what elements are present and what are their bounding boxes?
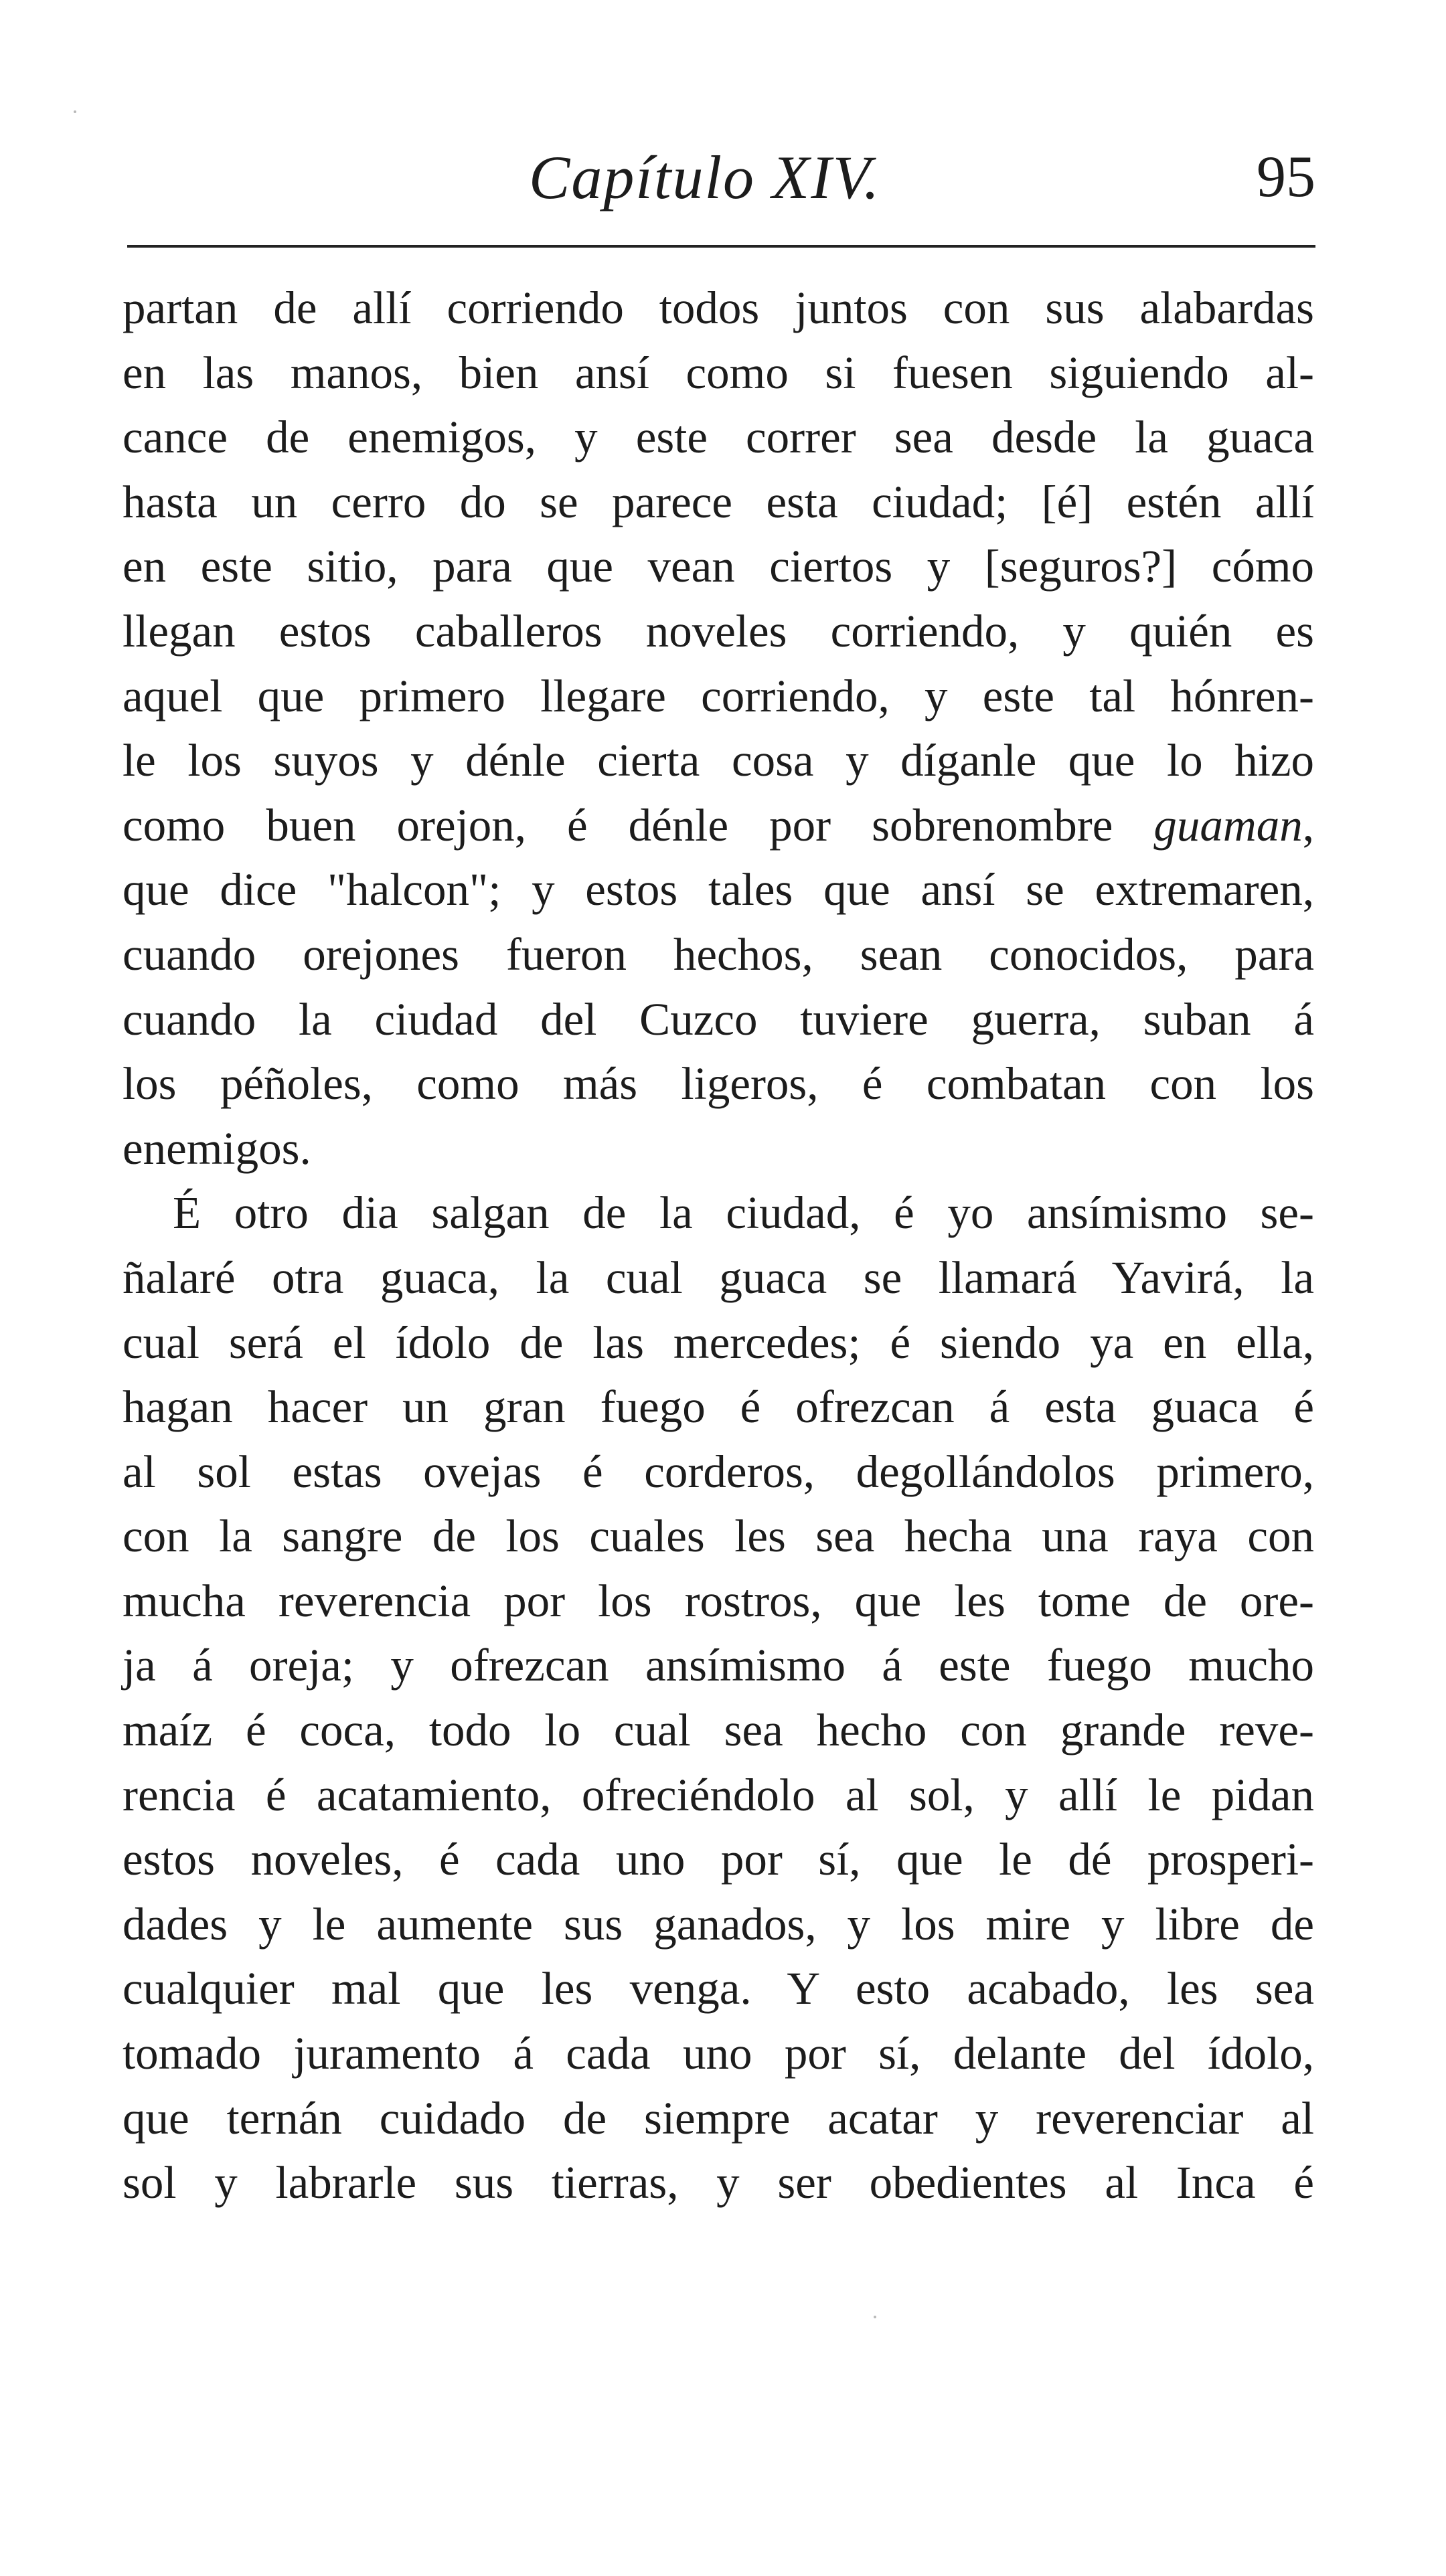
text-line: tomado juramento á cada uno por sí, delante del ídolo, — [123, 2028, 1314, 2079]
text-line: llegan estos caballeros noveles corriendo, y quién es — [123, 605, 1314, 657]
italic-term: guaman — [1153, 799, 1303, 851]
text-line: mucha reverencia por los rostros, que les tome de ore- — [123, 1575, 1314, 1626]
page-number: 95 — [1257, 145, 1315, 209]
text-line: rencia é acatamiento, ofreciéndolo al sol, y allí le pidan — [123, 1769, 1314, 1820]
text-line: ñalaré otra guaca, la cual guaca se llamará Yavirá, la — [123, 1252, 1314, 1303]
text-line: que ternán cuidado de siempre acatar y reverenciar al — [123, 2092, 1314, 2144]
text-line: dades y le aumente sus ganados, y los mire y libre de — [123, 1898, 1314, 1950]
text-line: cuando orejones fueron hechos, sean conocidos, para — [123, 928, 1314, 980]
text-line: maíz é coca, todo lo cual sea hecho con grande reve- — [123, 1705, 1314, 1756]
running-head — [127, 141, 1315, 214]
text-line: en este sitio, para que vean ciertos y [seguros?] cómo — [123, 541, 1314, 592]
text-line: enemigos. — [123, 1122, 311, 1174]
text-line: sol y labrarle sus tierras, y ser obedientes al Inca é — [123, 2157, 1314, 2209]
text-line: le los suyos y dénle cierta cosa y díganle que lo hizo — [123, 735, 1314, 786]
text-line: cance de enemigos, y este correr sea desde la guaca — [123, 412, 1314, 463]
text-line: ja á oreja; y ofrezcan ansímismo á este fuego mucho — [123, 1640, 1314, 1691]
body-text — [123, 276, 1314, 2215]
text-line: que dice "halcon"; y estos tales que ansí se extremaren, — [123, 864, 1314, 916]
header-rule — [127, 245, 1315, 248]
text-line: los péñoles, como más ligeros, é combatan con los — [123, 1058, 1314, 1110]
text-line: hagan hacer un gran fuego é ofrezcan á esta guaca é — [123, 1381, 1314, 1433]
text-line: hasta un cerro do se parece esta ciudad; [é] estén allí — [123, 476, 1314, 527]
text-line: en las manos, bien ansí como si fuesen siguiendo al- — [123, 347, 1314, 398]
text-line: cual será el ídolo de las mercedes; é siendo ya en ella, — [123, 1316, 1314, 1368]
text-line: partan de allí corriendo todos juntos con sus alabardas — [123, 282, 1314, 333]
text-line-with-italic: como buen orejon, é dénle por sobrenombre guaman, — [123, 799, 1314, 851]
paper-speck — [874, 2316, 876, 2318]
text-line: al sol estas ovejas é corderos, degollándolos primero, — [123, 1446, 1314, 1497]
text-line: cuando la ciudad del Cuzco tuviere guerra, suban á — [123, 993, 1314, 1045]
paper-speck — [74, 110, 76, 113]
text-line: con la sangre de los cuales les sea hecha una raya con — [123, 1511, 1314, 1562]
text-line: É otro dia salgan de la ciudad, é yo ansímismo se- — [173, 1187, 1314, 1239]
text-line: cualquier mal que les venga. Y esto acabado, les sea — [123, 1963, 1314, 2014]
text-line: aquel que primero llegare corriendo, y este tal hónren- — [123, 670, 1314, 721]
text-line: estos noveles, é cada uno por sí, que le dé prosperi- — [123, 1834, 1314, 1885]
chapter-title: Capítulo XIV. — [529, 143, 881, 211]
